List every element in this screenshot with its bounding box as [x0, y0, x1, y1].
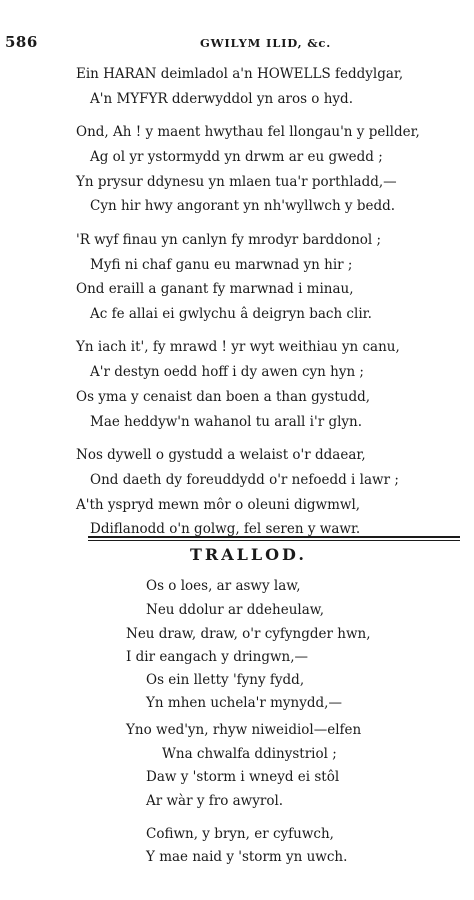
poem-line: Wna chwalfa ddinystriol ; [162, 746, 337, 762]
poem-line: Ond eraill a ganant fy marwnad i minau, [76, 281, 354, 297]
section-divider [88, 536, 460, 538]
poem-line: Ein HARAN deimladol a'n HOWELLS feddylgar, [76, 66, 404, 82]
poem-line: Yno wed'yn, rhyw niweidiol—elfen [126, 722, 362, 738]
poem-line: Ac fe allai ei gwlychu â deigryn bach clir. [90, 306, 372, 322]
poem-line: Ag ol yr ystormydd yn drwm ar eu gwedd ; [90, 149, 383, 165]
poem-line: Ond, Ah ! y maent hwythau fel llongau'n y pellder, [76, 124, 420, 140]
poem-line: Os o loes, ar aswy law, [146, 578, 301, 594]
poem-line: Cofiwn, y bryn, er cyfuwch, [146, 826, 334, 842]
poem-line: Ddiflanodd o'n golwg, fel seren y wawr. [90, 521, 361, 537]
poem-line: Yn prysur ddynesu yn mlaen tua'r porthladd,— [76, 174, 397, 190]
running-title: GWILYM ILID, &c. [200, 36, 332, 50]
poem-line: Neu draw, draw, o'r cyfyngder hwn, [126, 626, 371, 642]
poem-line: 'R wyf finau yn canlyn fy mrodyr barddonol ; [76, 232, 382, 248]
poem-line: Nos dywell o gystudd a welaist o'r ddaear, [76, 447, 366, 463]
poem-line: A'r destyn oedd hoff i dy awen cyn hyn ; [90, 364, 364, 380]
poem-line: Y mae naid y 'storm yn uwch. [146, 849, 348, 865]
section-divider-thin [88, 540, 460, 541]
poem-line: Yn mhen uchela'r mynydd,— [146, 695, 342, 711]
poem-line: Os yma y cenaist dan boen a than gystudd, [76, 389, 371, 405]
poem-line: Cyn hir hwy angorant yn nh'wyllwch y bedd. [90, 198, 396, 214]
poem-line: Mae heddyw'n wahanol tu arall i'r glyn. [90, 414, 363, 430]
poem-line: A'th yspryd mewn môr o oleuni digwmwl, [76, 497, 361, 513]
poem-line: Daw y 'storm i wneyd ei stôl [146, 769, 340, 785]
poem-title: TRALLOD. [190, 545, 307, 564]
page-number: 586 [5, 33, 38, 51]
poem-line: Os ein lletty 'fyny fydd, [146, 672, 305, 688]
poem-line: I dir eangach y dringwn,— [126, 649, 309, 665]
poem-line: Yn iach it', fy mrawd ! yr wyt weithiau yn canu, [76, 339, 400, 355]
poem-line: Ond daeth dy foreuddydd o'r nefoedd i lawr ; [90, 472, 399, 488]
poem-line: A'n MYFYR dderwyddol yn aros o hyd. [90, 91, 353, 107]
poem-line: Ar wàr y fro awyrol. [146, 793, 284, 809]
poem-line: Neu ddolur ar ddeheulaw, [146, 602, 325, 618]
poem-line: Myfi ni chaf ganu eu marwnad yn hir ; [90, 257, 353, 273]
